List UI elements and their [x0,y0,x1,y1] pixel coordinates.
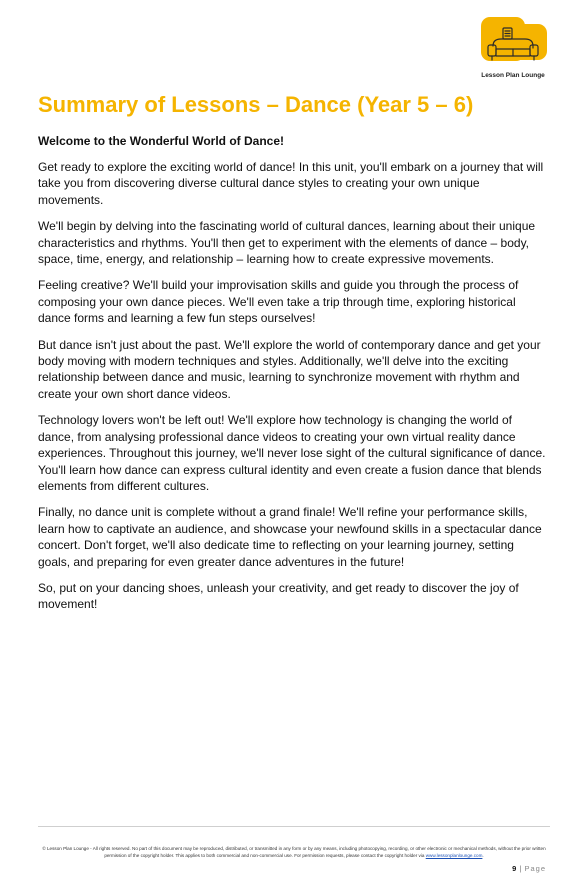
paragraph-technology: Technology lovers won't be left out! We'll explore how technology is changing the world of dance, from analysing professional dance videos to creating your own virtual reality dance experiences. Throughout this journey, we'll never lose sight of the cultural significance of dance. You'll learn how dance can express cultural identity and even create a fusion dance that blends elements from different cultures. [38,413,546,493]
paragraph-improvisation: Feeling creative? We'll build your improvisation skills and guide you through the process of composing your own dance pieces. We'll even take a trip through time, exploring historical dance forms and learning a few fun steps ourselves! [38,278,519,326]
footer-copyright [40,846,548,859]
page-number-separator: | [519,864,522,873]
paragraph-intro: Get ready to explore the exciting world of dance! In this unit, you'll embark on a journey that will take you from discovering diverse cultural dance styles to creating your own unique movements. [38,160,544,207]
copyright-text: © Lesson Plan Lounge - All rights reserved. No part of this document may be reproduced, distributed, or transmitted in any form or by any means, including photocopying, recording, or other electronic or mechanical methods, without the prior written permission of the copyright holder. This applies to both commercial and non-commercial use. For permission requests, please contact the copyright holder via [42,846,546,858]
paragraph-cultural-dances: We'll begin by delving into the fascinating world of cultural dances, learning about their unique characteristics and rhythms. You'll then get to experiment with the elements of dance – body, space, time, energy, and relationship – learning how to create expressive movements. [38,219,536,267]
page-title: Summary of Lessons – Dance (Year 5 – 6) [38,92,474,117]
logo-wordmark: Lesson Plan Lounge [481,72,545,79]
document-body [38,133,548,623]
sofa-icon [473,14,553,70]
page-number-value: 9 [512,864,517,873]
paragraph-finale: Finally, no dance unit is complete without a grand finale! We'll refine your performance skills, learn how to captivate an audience, and showcase your newfound skills in a spectacular dance concert. Don't forget, we'll also dedicate time to reflecting on your learning journey, setting goals, and preparing for even greater dance adventures in the future! [38,505,542,569]
paragraph-closing: So, put on your dancing shoes, unleash your creativity, and get ready to discover the joy of movement! [38,580,519,612]
welcome-heading: Welcome to the Wonderful World of Dance! [38,134,285,148]
footer-divider [38,826,550,827]
copyright-end: . [482,852,484,858]
brand-logo [473,14,553,82]
paragraph-contemporary: But dance isn't just about the past. We'll explore the world of contemporary dance and get your body moving with modern techniques and styles. Additionally, we'll delve into the exciting relationship between dance and music, learning to synchronize movement with rhythm and create your own short dance videos. [38,337,541,401]
page-number-label: Page [524,864,546,873]
page-number [512,864,546,873]
website-link[interactable]: www.lessonplanlounge.com [425,852,483,858]
